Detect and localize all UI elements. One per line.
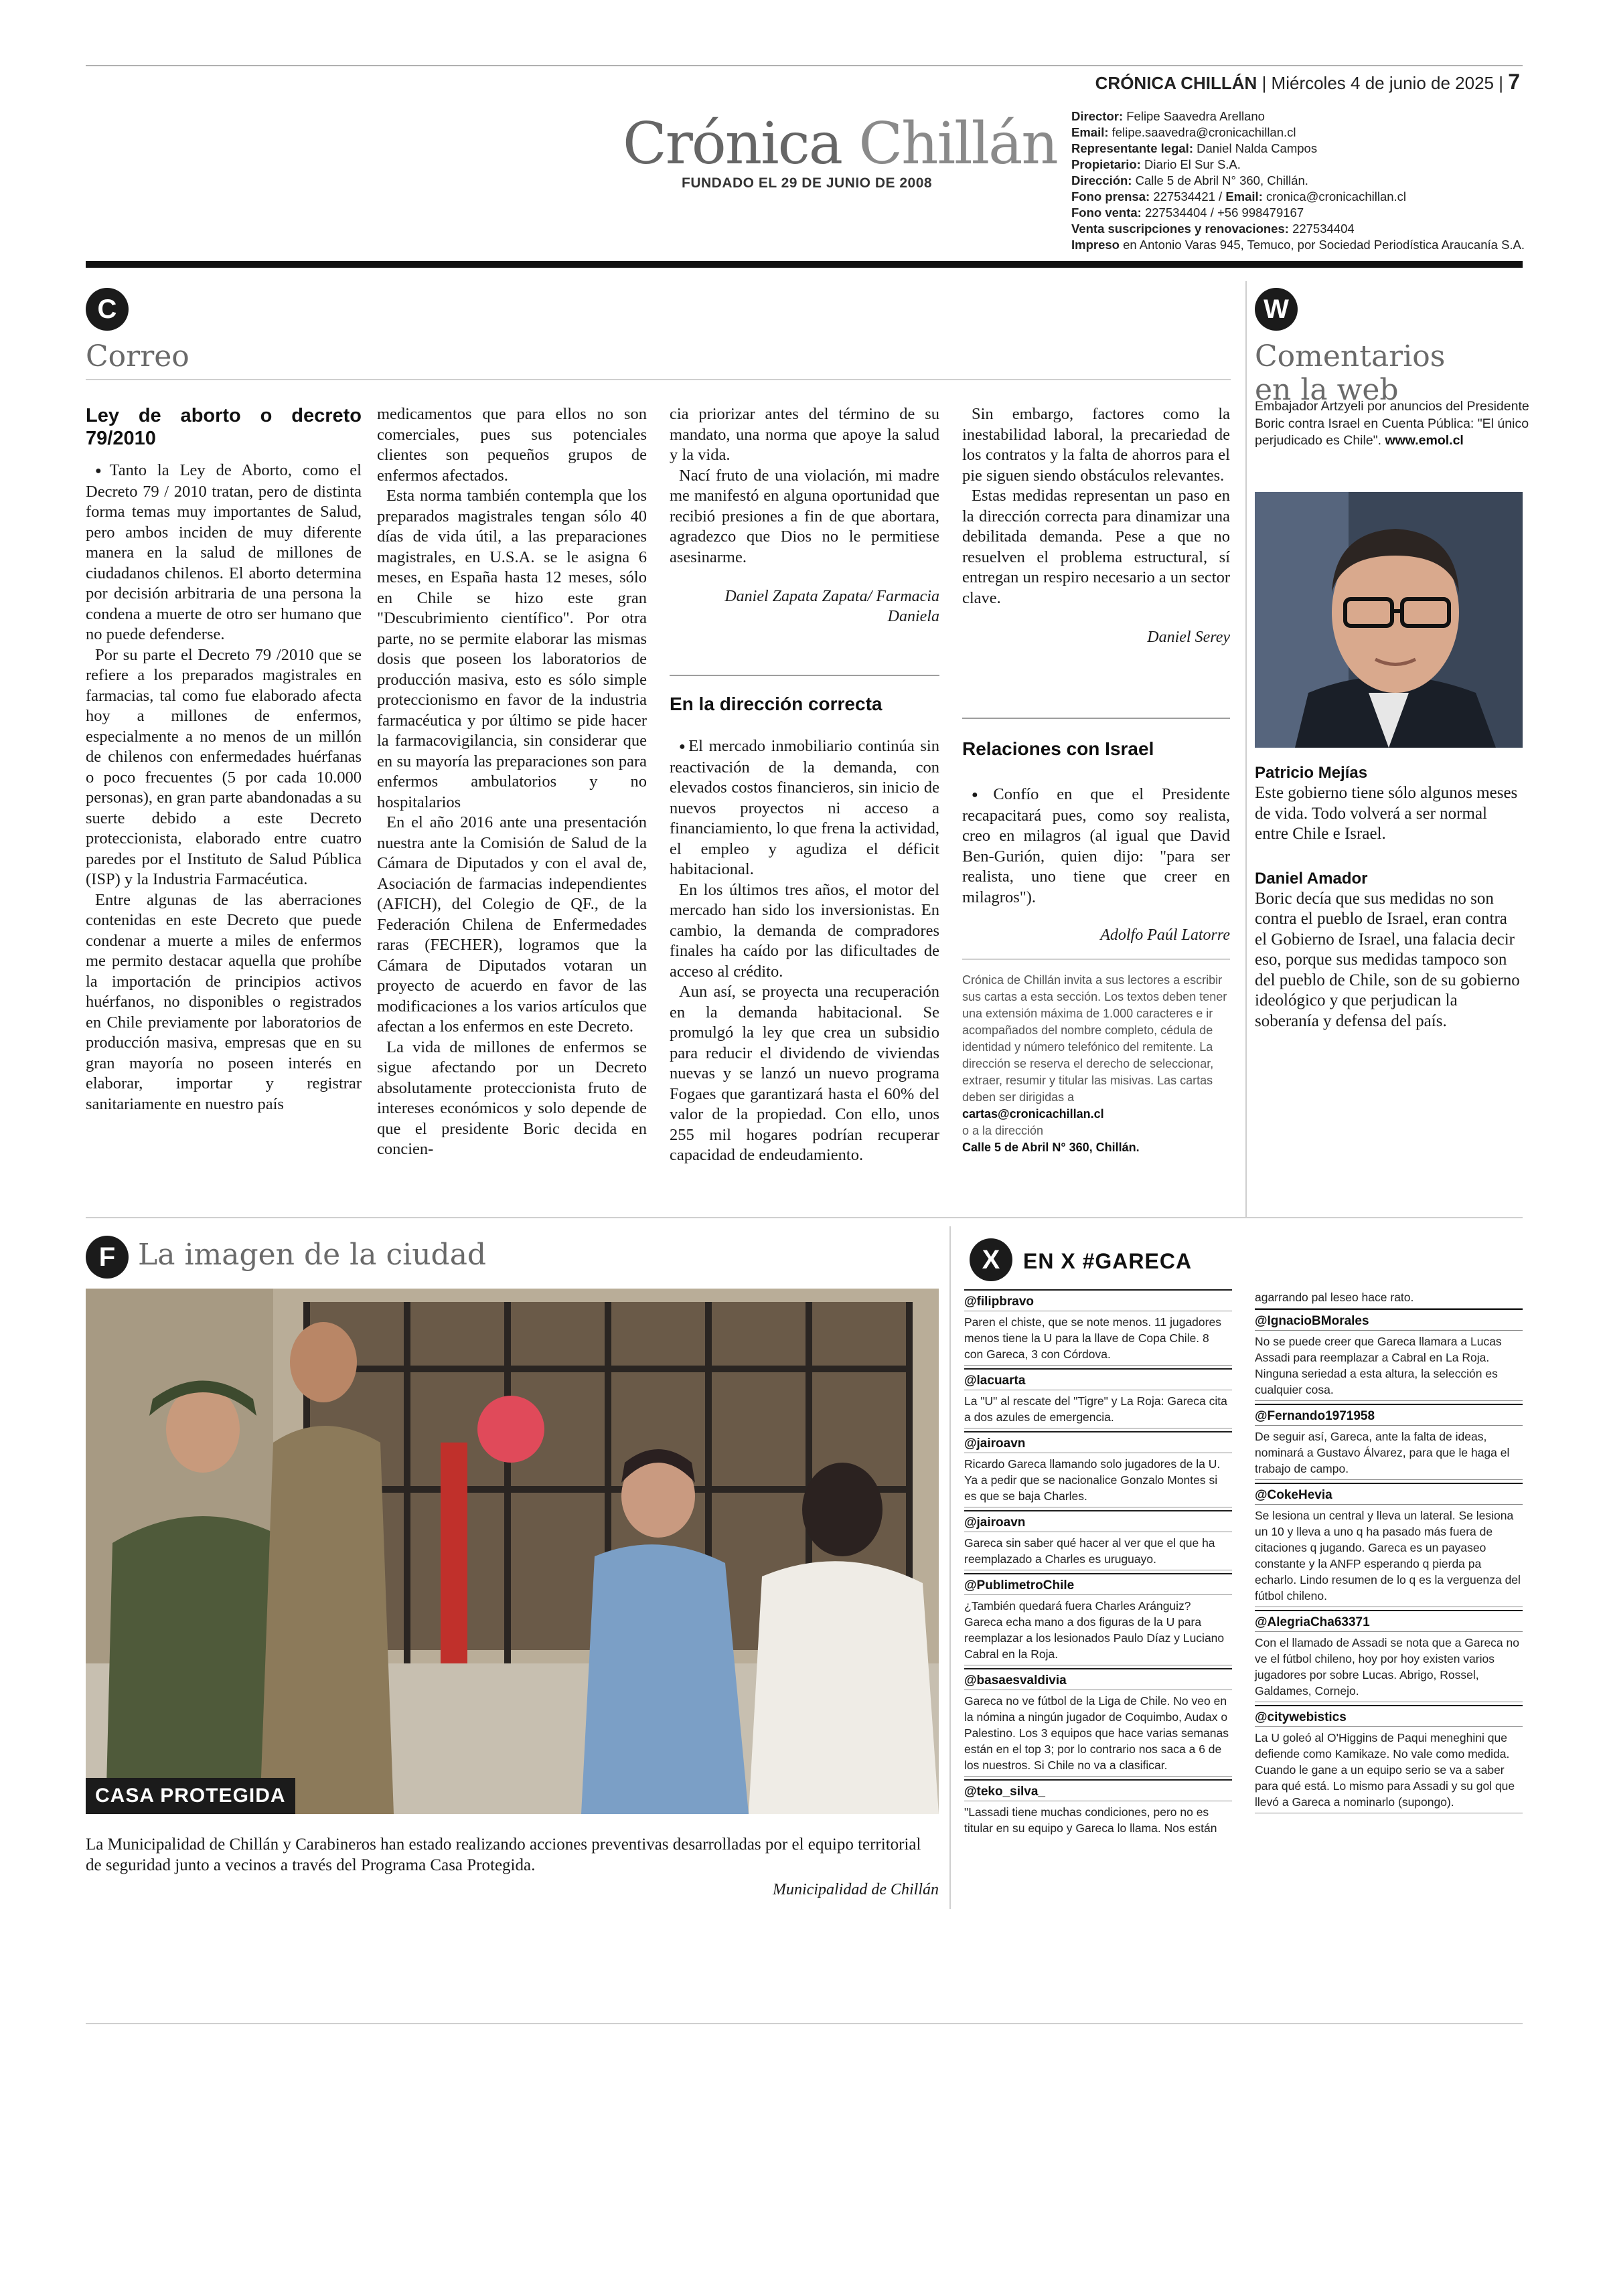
tweets-column-1 <box>964 1289 1232 1841</box>
page-folio: CRÓNICA CHILLÁN | Miércoles 4 de junio de 2025 | 7 <box>1095 70 1520 94</box>
tweet-item <box>964 1510 1232 1573</box>
tweet-item <box>964 1573 1232 1668</box>
staff-line: Propietario: Diario El Sur S.A. <box>1071 157 1241 171</box>
tweet-text: Ricardo Gareca llamando solo jugadores de la U. Ya a pedir que se nacionalice Gonzalo Montes si es que se baja Charles. <box>964 1456 1232 1507</box>
tweet-item <box>1255 1705 1523 1816</box>
page-number: 7 <box>1508 70 1520 94</box>
letter-headline: En la dirección correcta <box>670 693 883 714</box>
letter-paragraph: ● Tanto la Ley de Aborto, como el Decreto 79 / 2010 tratan, pero de distinta forma temas muy importantes de Salud, pero ambos inciden de muy diferente manera en la salud de millones de ciudadanos chilenos. El aborto determina por decisión arbitraria de una persona la condena a muerte de otro ser humano que no puede defenderse. <box>86 461 362 645</box>
tweet-user: @basaesvaldivia <box>964 1672 1232 1690</box>
tweet-text: La "U" al rescate del "Tigre" y La Roja: Gareca cita a dos azules de emergencia. <box>964 1393 1232 1428</box>
staff-line: Director: Felipe Saavedra Arellano <box>1071 109 1265 123</box>
letter-paragraph: Por su parte el Decreto 79 /2010 que se refiere a los preparados magistrales en farmacias, tal como fue elaborado afecta hoy a millones de enfermos, especialmente a no menos de un millón de chilenos con enfermedades huérfanas o poco frecuentes (5 por cada 10.000 personas), en gran parte abandonadas a su suerte debido a este Decreto proteccionista, elaborado entre cuatro paredes por el Instituto de Salud Pública (ISP) y la Industria Farmacéutica. <box>86 645 362 888</box>
letter-paragraph: En el año 2016 ante una presentación nuestra ante la Comisión de Salud de la Cámara de Diputados y con el aval de, Asociación de farmacias independientes (AFICH), del Colegio de QF., de la Federación Chilena de Enfermedades raras (FECHER), logramos que la Cámara de Diputados votaran un proyecto de acuerdo en favor de las modificaciones a los varios artículos que afectan a los enfermos en este Decreto. <box>377 813 647 1036</box>
letter-column-1 <box>86 404 362 1115</box>
staff-line: Fono prensa: 227534421 / Email: cronica@cronicachillan.cl <box>1071 189 1407 203</box>
note-divider <box>962 959 1230 960</box>
tweet-continuation: agarrando pal leseo hace rato. <box>1255 1289 1523 1309</box>
tweet-item <box>1255 1404 1523 1483</box>
section-title-x: EN X #GARECA <box>1023 1249 1193 1273</box>
tweet-item <box>1255 1610 1523 1705</box>
column-divider <box>949 1226 951 1909</box>
tweet-user: @citywebistics <box>1255 1709 1523 1727</box>
tweet-user: @CokeHevia <box>1255 1487 1523 1505</box>
tweet-text: Con el llamado de Assadi se nota que a Gareca no ve el fútbol chileno, hoy por hoy existen varios jugadores por sobre Lucas. Abrigo, Rossel, Galdames, Cornejo. <box>1255 1635 1523 1702</box>
tweet-text: ¿También quedará fuera Charles Aránguiz? Gareca echa mano a dos figuras de la U para reemplazar a los lesionados Paulo Díaz y Luciano Cabral en la Roja. <box>964 1598 1232 1665</box>
section-title-imagen: La imagen de la ciudad <box>138 1238 487 1272</box>
tweet-user: @jairoavn <box>964 1514 1232 1532</box>
letter-signature: Adolfo Paúl Latorre <box>1100 926 1230 944</box>
comment-text: Boric decía que sus medidas no son contra el pueblo de Israel, eran contra el Gobierno de Israel, una falacia decir eso, porque sus medidas tampoco son del pueblo de Chile, son de su gobierno ideológico y que perjudican la soberanía y defensa del país. <box>1255 889 1520 1030</box>
tweet-text: Paren el chiste, que se note menos. 11 jugadores menos tiene la U para la llave de Copa Chile. 8 con Gareca, 3 con Córdova. <box>964 1314 1232 1366</box>
section-title-correo: Correo <box>86 339 189 374</box>
top-rule <box>86 65 1523 66</box>
comment-item <box>1255 763 1523 845</box>
tweet-item <box>1255 1483 1523 1610</box>
tweets-column-2 <box>1255 1289 1523 1816</box>
tweet-user: @PublimetroChile <box>964 1577 1232 1595</box>
letter-signature: Daniel Serey <box>1147 629 1230 646</box>
letter-divider <box>670 675 939 676</box>
photo-credit: Municipalidad de Chillán <box>773 1881 939 1898</box>
web-intro: Embajador Artzyeli por anuncios del Presidente Boric contra Israel en Cuenta Pública: "El único perjudicado es Chile". www.emol.cl <box>1255 399 1529 448</box>
letter-divider <box>962 718 1230 719</box>
comment-text: Este gobierno tiene sólo algunos meses de vida. Todo volverá a ser normal entre Chile e Israel. <box>1255 784 1518 843</box>
letter-column-3 <box>670 404 939 627</box>
letter-paragraph: Estas medidas representan un paso en la dirección correcta para dinamizar una debilitada demanda. Pese a que no resuelven el problema estructural, sí entregan un respiro necesario a un sector clave. <box>962 487 1230 607</box>
tweet-user: @lacuarta <box>964 1372 1232 1390</box>
tweet-user: @AlegriaCha63371 <box>1255 1614 1523 1632</box>
tweet-item <box>964 1668 1232 1779</box>
tweet-text: Gareca sin saber qué hacer al ver que el que ha reemplazado a Charles es uruguayo. <box>964 1535 1232 1570</box>
letter-paragraph: Esta norma también contempla que los preparados magistrales tengan sólo 40 días de vida útil, a las preparaciones magistrales, en U.S.A. se le asigna 6 meses, en España hasta 12 meses, sólo en Chile se hizo este gran "Descubrimiento científico". Por otra parte, no se permite elaborar las mismas dosis que poseen los laboratorios de producción masiva, esto es sólo simple proteccionismo en favor de la industria farmacéutica y por último se pide hacer la farmacovigilancia, sin considerar que en su mayoría las preparaciones son para enfermos ambulatorios y no hospitalarios <box>377 487 647 811</box>
web-comments <box>1255 763 1523 1032</box>
letter-paragraph: La vida de millones de enfermos se sigue afectando por un Decreto absolutamente proteccionista fruto de intereses económicos y solo depende de que el presidente Boric decida en concien- <box>377 1038 647 1158</box>
founded-line: FUNDADO EL 29 DE JUNIO DE 2008 <box>682 175 933 191</box>
letter-column-4b <box>962 785 1230 945</box>
tweet-text: Se lesiona un central y lleva un lateral. Se lesiona un 10 y lleva a uno q ha pasado más fuera de citaciones q jugando. Gareca es un payaseo constante y la ANFP esperando q pierda pa echarlo. Lindo resumen de lo q es la verguenza del fútbol chileno. <box>1255 1507 1523 1607</box>
city-photo <box>86 1289 939 1814</box>
letter-paragraph: Entre algunas de las aberraciones contenidas en este Decreto que puede condenar a muerte a miles de enfermos me permito destacar aquella que prohíbe la importación de principios activos huérfanos, no disponibles o registrados en Chile previamente por laboratorios de producción masiva, empresas que en su gran mayoría no poseen interés en elaborar, importar y registrar sanitariamente en nuestro país <box>86 890 362 1113</box>
tweet-item <box>964 1368 1232 1431</box>
staff-line: Venta suscripciones y renovaciones: 227534404 <box>1071 222 1355 236</box>
letter-column-3b <box>670 736 939 1166</box>
letter-paragraph: cia priorizar antes del término de su mandato, una norma que apoye la salud y la vida. <box>670 405 939 464</box>
letters-note: Crónica de Chillán invita a sus lectores a escribir sus cartas a esta sección. Los textos deben tener una extensión máxima de 1.000 caracteres e ir acompañados del nombre completo, cédula de identidad y número telefónico del remitente. La dirección se reserva el derecho de seleccionar, extraer, resumir y titular las misivas. Las cartas deben ser dirigidas a cartas@cronicachillan.cl o a la dirección Calle 5 de Abril N° 360, Chillán. <box>962 973 1227 1154</box>
letter-column-2 <box>377 404 647 1160</box>
letters-email: cartas@cronicachillan.cl <box>962 1107 1104 1121</box>
letter-paragraph: ● Confío en que el Presidente recapacitará pues, como soy realista, creo en milagros (al igual que David Ben-Gurión, quien dijo: "para ser realista, uno tiene que creer en milagros"). <box>962 785 1230 908</box>
tweet-user: @teko_silva_ <box>964 1783 1232 1801</box>
letter-column-4 <box>962 404 1230 647</box>
letter-paragraph: Aun así, se proyecta una recuperación en la demanda habitacional. Se promulgó la ley que crea un subsidio para reducir el dividendo de viviendas nuevas y se lanzó un nuevo programa Fogaes que garantizará hasta el 60% del valor de la propiedad. Con ello, unos 255 mil hogares podrían recuperar capacidad de endeudamiento. <box>670 983 939 1164</box>
section-title-web: Comentarios en la web <box>1255 339 1446 407</box>
bottom-rule <box>86 2023 1523 2024</box>
section-rule <box>86 1217 1523 1218</box>
letters-address: Calle 5 de Abril N° 360, Chillán. <box>962 1141 1140 1154</box>
letter-paragraph: ● El mercado inmobiliario continúa sin reactivación de la demanda, con elevados costos financieros, sin inicio de nuevos proyectos ni acceso a financiamiento, lo que frena la actividad, el empleo y agudiza el déficit habitacional. <box>670 736 939 880</box>
tweet-text: De seguir así, Gareca, ante la falta de ideas, nominará a Gustavo Álvarez, para que le haga el trabajo de campo. <box>1255 1428 1523 1480</box>
section-badge-w: W <box>1255 288 1298 331</box>
photo-tag: CASA PROTEGIDA <box>86 1778 295 1814</box>
staff-line: Impreso en Antonio Varas 945, Temuco, por Sociedad Periodística Araucanía S.A. <box>1071 238 1525 252</box>
masthead-rule <box>86 261 1523 268</box>
letter-paragraph: medicamentos que para ellos no son comerciales, pues sus potenciales clientes son pequeños grupos de enfermos afectados. <box>377 405 647 485</box>
staff-line: Fono venta: 227534404 / +56 998479167 <box>1071 206 1304 220</box>
tweet-user: @IgnacioBMorales <box>1255 1313 1523 1331</box>
comment-item <box>1255 869 1523 1032</box>
staff-line: Representante legal: Daniel Nalda Campos <box>1071 141 1318 155</box>
letter-signature: Daniel Zapata Zapata/ Farmacia Daniela <box>724 588 939 625</box>
tweet-item <box>964 1779 1232 1841</box>
staff-line: Email: felipe.saavedra@cronicachillan.cl <box>1071 125 1296 139</box>
tweet-item <box>1255 1309 1523 1404</box>
web-source: www.emol.cl <box>1385 433 1464 448</box>
tweet-text: La U goleó al O'Higgins de Paqui meneghini que defiende como Kamikaze. No vale como medida. Cuando le gane a un equipo serio se va a saber para qué está. Lo mismo para Assadi y su gol que llevó a Gareca a nominarlo (supongo). <box>1255 1730 1523 1813</box>
section-badge-f: F <box>86 1236 129 1279</box>
tweet-text: No se puede creer que Gareca llamara a Lucas Assadi para reemplazar a Cabral en La Roja. Ninguna seriedad a esta altura, la selección es cualquier cosa. <box>1255 1333 1523 1401</box>
column-divider <box>1245 281 1247 1218</box>
section-badge-c: C <box>86 288 129 331</box>
letter-paragraph: Sin embargo, factores como la inestabilidad laboral, la precariedad de los contratos y la falta de ahorros para el pie siguen siendo obstáculos relevantes. <box>962 405 1230 485</box>
comment-author: Daniel Amador <box>1255 869 1368 888</box>
section-badge-x: X <box>970 1238 1012 1281</box>
staff-line: Dirección: Calle 5 de Abril N° 360, Chillán. <box>1071 173 1308 187</box>
photo-caption: La Municipalidad de Chillán y Carabineros han estado realizando acciones preventivas desarrolladas por el equipo territorial de seguridad junto a vecinos a través del Programa Casa Protegida. Municipalidad de Chillán <box>86 1835 939 1898</box>
tweet-text: "Lassadi tiene muchas condiciones, pero no es titular en su equipo y Gareca lo llama. Nos están <box>964 1805 1217 1835</box>
commenter-photo <box>1255 492 1523 748</box>
staff-box <box>1071 108 1540 253</box>
comment-author: Patricio Mejías <box>1255 764 1368 782</box>
letter-headline: Relaciones con Israel <box>962 738 1154 759</box>
tweet-user: @filipbravo <box>964 1293 1232 1311</box>
tweet-text: Gareca no ve fútbol de la Liga de Chile. No veo en la nómina a ningún jugador de Coquimbo, Audax o Palestino. Los 3 equipos que hace varias semanas están en el top 3; por lo contrario nos saca a 6 de los nuestros. Si Chile no va a clasificar. <box>964 1693 1232 1777</box>
letter-headline: Ley de aborto o decreto 79/2010 <box>86 405 362 449</box>
letter-paragraph: Nací fruto de una violación, mi madre me manifestó en alguna oportunidad que recibió presiones a fin de que abortara, agradezco que Dios no le permitiese asesinarme. <box>670 466 939 566</box>
letter-paragraph: En los últimos tres años, el motor del mercado han sido los inversionistas. En cambio, la demanda de compradores finales ha caído por las dificultades de acceso al crédito. <box>670 880 939 981</box>
tweet-item <box>964 1289 1232 1368</box>
masthead-logo: Crónica Chillán <box>623 110 1057 177</box>
tweet-user: @jairoavn <box>964 1435 1232 1453</box>
tweet-user: @Fernando1971958 <box>1255 1408 1523 1426</box>
tweet-item <box>964 1431 1232 1510</box>
section-rule <box>86 379 1231 380</box>
